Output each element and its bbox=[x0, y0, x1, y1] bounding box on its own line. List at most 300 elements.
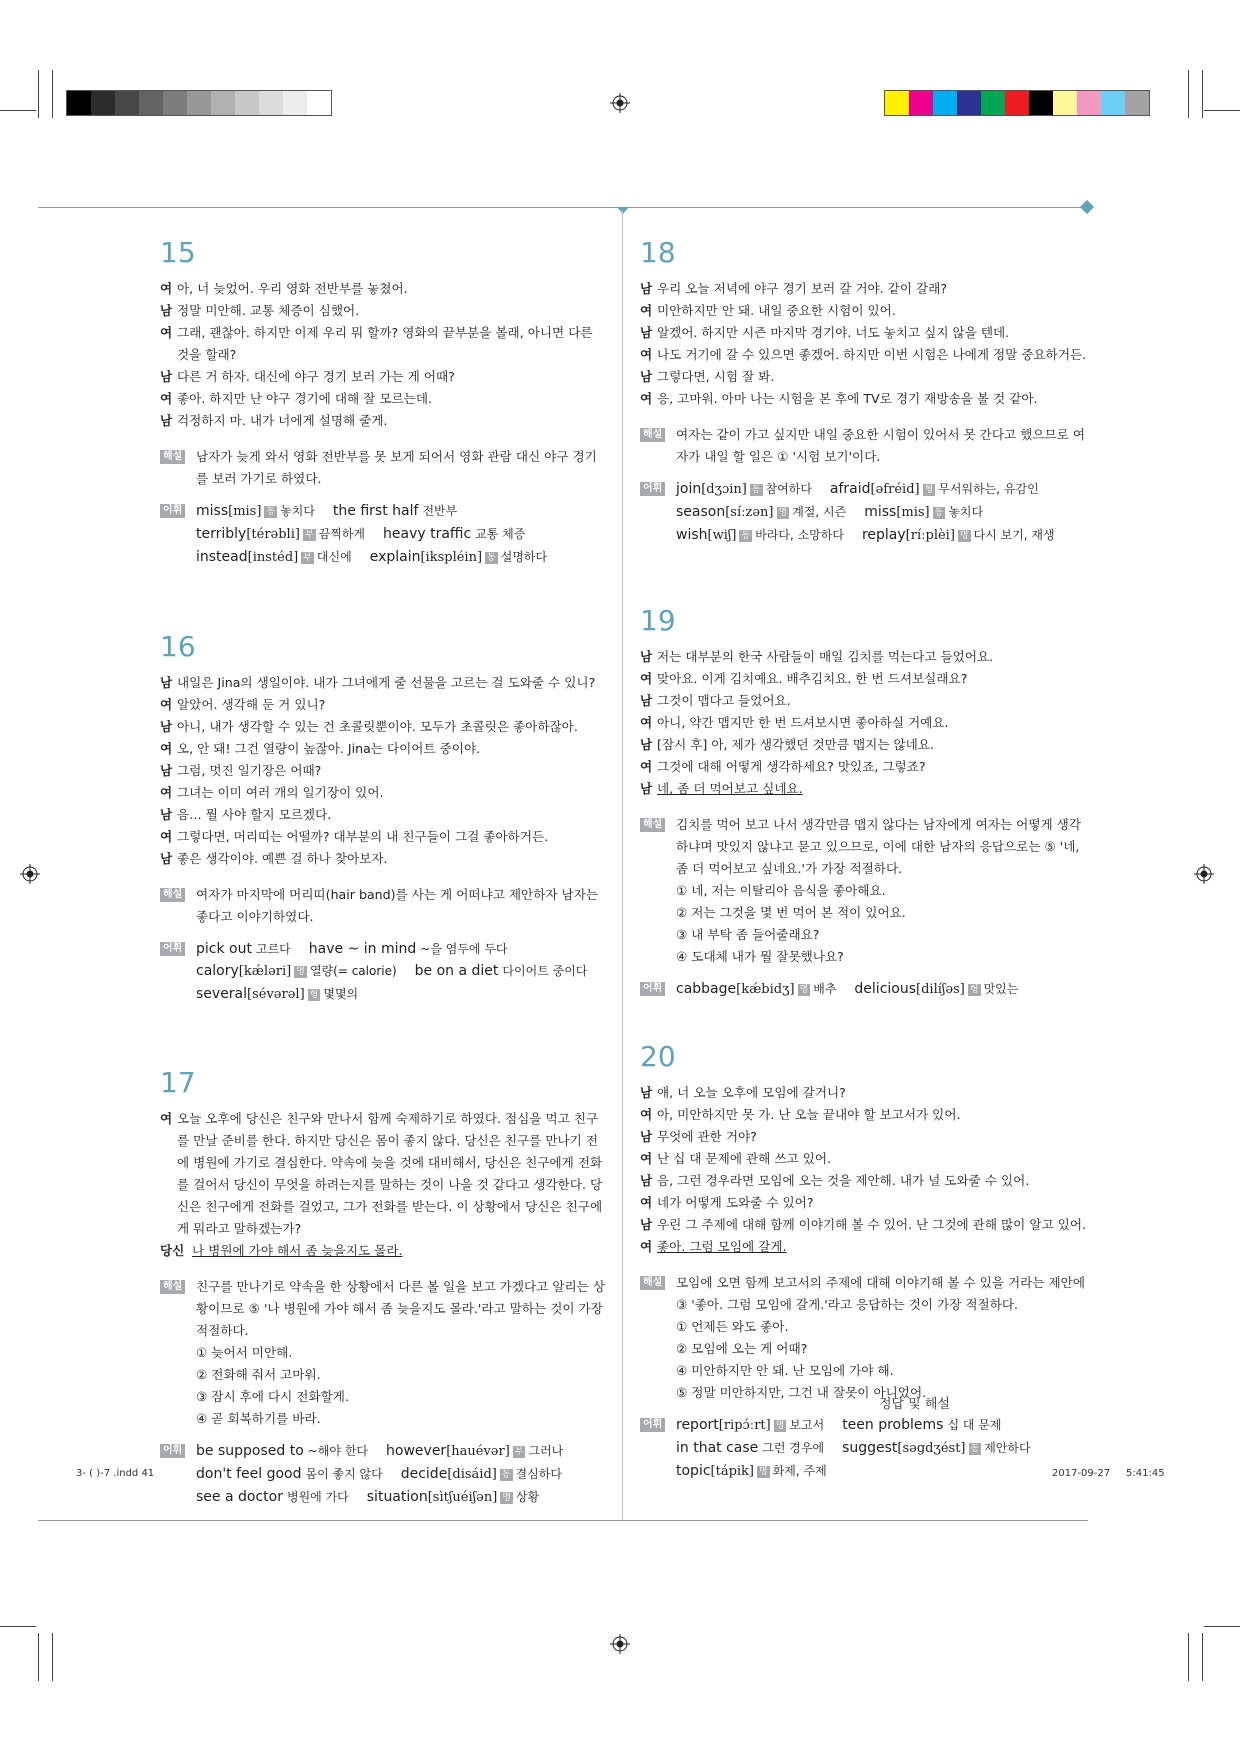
dialogue-text: 알겠어. 하지만 시즌 마지막 경기야. 너도 놓치고 싶지 않을 텐데. bbox=[657, 325, 1010, 340]
vocab-word: miss bbox=[196, 503, 229, 519]
answer-option: ④ 곧 회복하기를 바라. bbox=[196, 1411, 321, 1426]
vocab-pronunciation: [instéd] bbox=[247, 550, 299, 565]
dialogue-line bbox=[640, 1082, 1088, 1104]
part-of-speech-badge: 형 bbox=[924, 485, 934, 495]
crop-mark bbox=[0, 110, 36, 111]
question-number: 18 bbox=[640, 236, 676, 269]
answer-option: ① 언제든 와도 좋아. bbox=[676, 1319, 789, 1334]
vocab-pronunciation: [hauévər] bbox=[446, 1444, 510, 1459]
dialogue-line bbox=[640, 1170, 1088, 1192]
speaker-label: 남 bbox=[640, 281, 653, 296]
color-swatch bbox=[1005, 91, 1029, 115]
vocab-pronunciation: [ikspléin] bbox=[420, 550, 483, 565]
crop-mark bbox=[38, 1633, 39, 1681]
dialogue-text: 걱정하지 마. 내가 너에게 설명해 줄게. bbox=[177, 413, 388, 428]
explanation-text: 김치를 먹어 보고 나서 생각만큼 맵지 않다는 남자에게 여자는 어떻게 생각하냐며 맛있지 않냐고 묻고 있으므로, 이에 대한 남자의 응답으로는 ⑤ '네, 좀 더 먹어보고 싶네요.'가 가장 적절하다. bbox=[676, 817, 1081, 876]
vocab-meaning: 전반부 bbox=[422, 504, 458, 518]
speaker-label: 남 bbox=[160, 719, 173, 734]
part-of-speech-badge: 명 bbox=[759, 1467, 768, 1477]
explanation-tag: 해설 bbox=[640, 818, 665, 832]
vocab-pronunciation: [mis] bbox=[228, 504, 262, 519]
speaker-label: 여 bbox=[640, 391, 653, 406]
vocab-pronunciation: [ripɔ́ːrt] bbox=[718, 1418, 771, 1433]
vocab-meaning: 그러나 bbox=[528, 1444, 564, 1458]
vocab-word: topic bbox=[676, 1463, 711, 1479]
color-swatch bbox=[115, 91, 139, 115]
grayscale-swatch-bar bbox=[66, 90, 332, 116]
explanation-tag: 해설 bbox=[160, 450, 185, 464]
explanation-block bbox=[640, 424, 1088, 468]
part-of-speech-badge: 동 bbox=[266, 507, 276, 517]
top-rule-diamond-icon bbox=[1080, 200, 1094, 214]
vocab-pronunciation: [səgdʒést] bbox=[897, 1441, 966, 1456]
color-swatch bbox=[1077, 91, 1101, 115]
vocab-word: see a doctor bbox=[196, 1489, 283, 1505]
dialogue-line bbox=[640, 756, 1088, 778]
answer-text: 좋아. 그럼 모임에 갈게. bbox=[657, 1239, 787, 1254]
vocab-word: however bbox=[386, 1443, 447, 1459]
vocab-word: teen problems bbox=[842, 1417, 944, 1433]
speaker-label: 여 bbox=[160, 325, 173, 340]
dialogue-line bbox=[640, 1148, 1088, 1170]
vocab-word: replay bbox=[861, 527, 906, 543]
question-16 bbox=[160, 630, 608, 1006]
part-of-speech-badge: 명 bbox=[959, 531, 969, 541]
vocabulary-row bbox=[196, 523, 608, 546]
dialogue-text: 알았어. 생각해 둔 거 있니? bbox=[177, 697, 326, 712]
dialogue-text: 아니, 약간 맵지만 한 번 드셔보시면 좋아하실 거예요. bbox=[657, 715, 949, 730]
speaker-label: 남 bbox=[640, 369, 653, 384]
vocab-pronunciation: [kǽləri] bbox=[238, 964, 292, 979]
speaker-label: 여 bbox=[640, 1151, 653, 1166]
dialogue-text: 좋아. 하지만 난 야구 경기에 대해 잘 모르는데. bbox=[177, 391, 433, 406]
dialogue-line bbox=[640, 1126, 1088, 1148]
explanation-block bbox=[640, 1272, 1088, 1404]
vocab-meaning: 상황 bbox=[515, 1490, 540, 1504]
speaker-label: 여 bbox=[160, 829, 173, 844]
vocab-meaning: 놓치다 bbox=[280, 504, 315, 518]
dialogue-text: 다른 거 하자. 대신에 야구 경기 보러 가는 게 어때? bbox=[177, 369, 455, 384]
color-swatch bbox=[1125, 91, 1149, 115]
vocab-word: cabbage bbox=[676, 981, 737, 997]
vocab-word: season bbox=[676, 504, 726, 520]
color-swatch bbox=[981, 91, 1005, 115]
color-swatch bbox=[1053, 91, 1077, 115]
explanation-block bbox=[160, 446, 608, 490]
vocabulary-block bbox=[160, 1440, 608, 1509]
color-swatch bbox=[933, 91, 957, 115]
answer-option: ⑤ 정말 미안하지만, 그건 내 잘못이 아니었어. bbox=[676, 1385, 927, 1400]
vocabulary-tag: 어휘 bbox=[640, 482, 665, 496]
vocab-pronunciation: [térəbli] bbox=[246, 527, 300, 542]
dialogue-text: 음, 그런 경우라면 모임에 오는 것을 제안해. 내가 널 도와줄 수 있어. bbox=[657, 1173, 1030, 1188]
color-swatch bbox=[885, 91, 909, 115]
vocab-word: in that case bbox=[676, 1440, 759, 1456]
explanation-text: 모임에 오면 함께 보고서의 주제에 대해 이야기해 볼 수 있을 거라는 제안에 ③ '좋아. 그럼 모임에 갈게.'라고 응답하는 것이 가장 적절하다. bbox=[676, 1275, 1086, 1312]
vocab-pronunciation: [əfréid] bbox=[870, 482, 920, 497]
speaker-label: 남 bbox=[160, 369, 173, 384]
speaker-label: 남 bbox=[640, 649, 653, 664]
dialogue-line bbox=[640, 734, 1088, 756]
crop-mark bbox=[1204, 110, 1240, 111]
speaker-label: 남 bbox=[640, 1173, 653, 1188]
dialogue-line bbox=[640, 646, 1088, 668]
dialogue-line bbox=[640, 1192, 1088, 1214]
dialogue-line bbox=[160, 760, 608, 782]
vocab-meaning: ~을 염두에 두다 bbox=[420, 942, 508, 956]
dialogue-text: 음… 뭘 사야 할지 모르겠다. bbox=[177, 807, 332, 822]
answer-option: ③ 잠시 후에 다시 전화할게. bbox=[196, 1389, 349, 1404]
vocab-meaning: 열량(= calorie) bbox=[309, 964, 397, 978]
dialogue-text: 오늘 오후에 당신은 친구와 만나서 함께 숙제하기로 하였다. 점심을 먹고 친구를 만날 준비를 한다. 하지만 당신은 몸이 좋지 않다. 당신은 친구를 만나기 전에 병원에 가기로 결심한다. 약속에 늦을 것에 대비해서, 당신은 친구에게 전화를 걸어서 당신이 무엇을 하려는지를 말하는 것이 나을 것 같다고 생각한다. 당신은 친구에게 전화를 걸었고, 그가 전화를 받는다. 이 상황에서 당신은 친구에게 뭐라고 말하겠는가? bbox=[177, 1111, 603, 1236]
dialogue-text: 난 십 대 문제에 관해 쓰고 있어. bbox=[657, 1151, 832, 1166]
explanation-text: 남자가 늦게 와서 영화 전반부를 못 보게 되어서 영화 관람 대신 야구 경기를 보러 가기로 하였다. bbox=[196, 449, 597, 486]
speaker-label: 여 bbox=[640, 347, 653, 362]
speaker-label: 남 bbox=[640, 781, 653, 796]
answer-option: ② 저는 그것을 몇 번 먹어 본 적이 있어요. bbox=[676, 905, 906, 920]
color-swatch bbox=[259, 91, 283, 115]
dialogue-line bbox=[640, 668, 1088, 690]
speaker-label: 남 bbox=[640, 737, 653, 752]
vocab-word: calory bbox=[196, 963, 239, 979]
registration-mark-icon bbox=[610, 93, 630, 113]
speaker-label: 여 bbox=[160, 281, 173, 296]
vocabulary-row bbox=[196, 1463, 608, 1486]
vocabulary-row bbox=[196, 983, 608, 1006]
speaker-label: 남 bbox=[160, 851, 173, 866]
vocab-meaning: 바라다, 소망하다 bbox=[755, 528, 844, 542]
vocab-meaning: ~해야 한다 bbox=[307, 1444, 369, 1458]
vocabulary-tag: 어휘 bbox=[160, 504, 185, 518]
vocab-meaning: 놓치다 bbox=[948, 505, 984, 519]
dialogue-line bbox=[160, 716, 608, 738]
vocab-meaning: 고르다 bbox=[255, 942, 291, 956]
vocabulary-row bbox=[196, 1440, 608, 1463]
part-of-speech-badge: 형 bbox=[969, 985, 979, 995]
question-number: 20 bbox=[640, 1040, 676, 1073]
vocab-pronunciation: [ríːplèi] bbox=[905, 528, 955, 543]
file-slug: 3- ( )-7 .indd 41 bbox=[76, 1468, 155, 1479]
vocab-meaning: 화제, 주제 bbox=[772, 1464, 827, 1478]
question-number: 16 bbox=[160, 630, 196, 663]
slug-time: 5:41:45 bbox=[1126, 1468, 1165, 1479]
vocabulary-row bbox=[196, 960, 608, 983]
registration-mark-icon bbox=[20, 864, 40, 884]
dialogue-text: 정말 미안해. 교통 체증이 심했어. bbox=[177, 303, 360, 318]
part-of-speech-badge: 명 bbox=[502, 1493, 511, 1503]
dialogue-line bbox=[160, 410, 608, 432]
vocab-meaning: 다시 보기, 재생 bbox=[973, 528, 1055, 542]
vocab-pronunciation: [dilíʃəs] bbox=[916, 982, 965, 997]
part-of-speech-badge: 동 bbox=[751, 485, 761, 495]
answer-text: 네, 좀 더 먹어보고 싶네요. bbox=[657, 781, 803, 796]
dialogue-line bbox=[160, 672, 608, 694]
dialogue-line bbox=[160, 738, 608, 760]
dialogue-text: 오, 안 돼! 그건 열량이 높잖아. Jina는 다이어트 중이야. bbox=[177, 741, 481, 756]
color-swatch bbox=[1029, 91, 1053, 115]
vocab-pronunciation: [disáid] bbox=[447, 1467, 497, 1482]
vocabulary-block bbox=[640, 478, 1088, 547]
dialogue-line bbox=[640, 778, 1088, 800]
speaker-label: 여 bbox=[160, 391, 173, 406]
slug-date: 2017-09-27 bbox=[1052, 1468, 1111, 1479]
dialogue-line bbox=[640, 366, 1088, 388]
color-swatch bbox=[1101, 91, 1125, 115]
color-swatch bbox=[283, 91, 307, 115]
vocab-word: several bbox=[196, 986, 248, 1002]
vocab-word: suggest bbox=[842, 1440, 898, 1456]
vocab-word: instead bbox=[196, 549, 248, 565]
vocabulary-row bbox=[676, 501, 1088, 524]
dialogue-text: 아니, 내가 생각할 수 있는 건 초콜릿뿐이야. 모두가 초콜릿은 좋아하잖아. bbox=[177, 719, 578, 734]
vocabulary-row bbox=[676, 1437, 1088, 1460]
vocab-word: miss bbox=[864, 504, 897, 520]
vocab-pronunciation: [mis] bbox=[896, 505, 930, 520]
dialogue-line bbox=[160, 322, 608, 366]
vocab-word: explain bbox=[369, 549, 421, 565]
crop-mark bbox=[0, 1626, 36, 1627]
vocab-meaning: 설명하다 bbox=[500, 550, 548, 564]
vocab-pronunciation: [wiʃ] bbox=[707, 528, 737, 543]
vocab-word: have ~ in mind bbox=[308, 941, 417, 957]
explanation-text: 친구를 만나기로 약속을 한 상황에서 다른 볼 일을 보고 가겠다고 알리는 상황이므로 ⑤ '나 병원에 가야 해서 좀 늦을지도 몰라.'라고 말하는 것이 가장 적절하다. bbox=[196, 1279, 606, 1338]
part-of-speech-badge: 부 bbox=[514, 1447, 524, 1457]
color-swatch bbox=[957, 91, 981, 115]
part-of-speech-badge: 명 bbox=[799, 985, 809, 995]
part-of-speech-badge: 부 bbox=[303, 553, 312, 563]
vocab-meaning: 무서워하는, 유감인 bbox=[938, 482, 1039, 496]
vocab-meaning: 몸이 좋지 않다 bbox=[305, 1467, 383, 1481]
dialogue-text: 나도 거기에 갈 수 있으면 좋겠어. 하지만 이번 시험은 나에게 정말 중요하거든. bbox=[657, 347, 1087, 362]
vocab-meaning: 참여하다 bbox=[765, 482, 812, 496]
dialogue-line bbox=[640, 278, 1088, 300]
speaker-label: 남 bbox=[640, 693, 653, 708]
vocab-word: pick out bbox=[196, 941, 252, 957]
vocab-word: report bbox=[676, 1417, 719, 1433]
vocab-meaning: 배추 bbox=[813, 982, 837, 996]
speaker-label: 남 bbox=[160, 413, 173, 428]
vocabulary-row bbox=[676, 978, 1088, 1001]
speaker-label: 남 bbox=[160, 303, 173, 318]
question-20 bbox=[640, 1040, 1088, 1483]
dialogue-text: 그것에 대해 어떻게 생각하세요? 맛있죠, 그렇죠? bbox=[657, 759, 926, 774]
dialogue-text: 좋은 생각이야. 예쁜 걸 하나 찾아보자. bbox=[177, 851, 388, 866]
answer-option: ① 늦어서 미안해. bbox=[196, 1345, 293, 1360]
top-rule bbox=[38, 207, 1088, 208]
dialogue-line bbox=[160, 278, 608, 300]
color-swatch-bar bbox=[884, 90, 1150, 116]
vocabulary-row bbox=[676, 1414, 1088, 1437]
column-divider bbox=[622, 210, 623, 1520]
crop-mark bbox=[1204, 1626, 1240, 1627]
part-of-speech-badge: 명 bbox=[296, 967, 305, 977]
vocab-word: join bbox=[676, 481, 702, 497]
explanation-block bbox=[160, 1276, 608, 1430]
speaker-label: 남 bbox=[640, 1217, 653, 1232]
vocab-word: decide bbox=[400, 1466, 448, 1482]
speaker-label: 여 bbox=[160, 785, 173, 800]
question-number: 15 bbox=[160, 236, 196, 269]
color-swatch bbox=[67, 91, 91, 115]
explanation-tag: 해설 bbox=[640, 1276, 665, 1290]
dialogue-line bbox=[160, 804, 608, 826]
vocabulary-row bbox=[196, 500, 608, 523]
explanation-tag: 해설 bbox=[160, 1280, 185, 1294]
color-swatch bbox=[187, 91, 211, 115]
explanation-text: 여자는 같이 가고 싶지만 내일 중요한 시험이 있어서 못 간다고 했으므로 여자가 내일 할 일은 ① '시험 보기'이다. bbox=[676, 427, 1086, 464]
speaker-label: 여 bbox=[640, 715, 653, 730]
part-of-speech-badge: 동 bbox=[487, 553, 496, 563]
dialogue-line bbox=[160, 782, 608, 804]
dialogue-text: 내일은 Jina의 생일이야. 내가 그녀에게 줄 선물을 고르는 걸 도와줄 수 있니? bbox=[177, 675, 596, 690]
dialogue-text: 맞아요. 이게 김치예요. 배추김치요. 한 번 드셔보실래요? bbox=[657, 671, 968, 686]
color-swatch bbox=[909, 91, 933, 115]
part-of-speech-badge: 동 bbox=[970, 1444, 980, 1454]
speaker-label: 여 bbox=[640, 1195, 653, 1210]
dialogue-text: 그래, 괜찮아. 하지만 이제 우리 뭐 할까? 영화의 끝부분을 볼래, 아니면 다른 것을 할래? bbox=[177, 325, 593, 362]
vocab-meaning: 맛있는 bbox=[983, 982, 1019, 996]
part-of-speech-badge: 형 bbox=[309, 990, 319, 1000]
part-of-speech-badge: 명 bbox=[775, 1421, 785, 1431]
part-of-speech-badge: 동 bbox=[741, 531, 751, 541]
vocabulary-block bbox=[160, 938, 608, 1006]
vocabulary-tag: 어휘 bbox=[640, 1418, 665, 1432]
answer-option: ① 네, 저는 이탈리아 음식을 좋아해요. bbox=[676, 883, 886, 898]
vocab-meaning: 병원에 가다 bbox=[286, 1490, 349, 1504]
vocab-word: be on a diet bbox=[414, 963, 499, 979]
vocabulary-row bbox=[676, 1460, 1088, 1483]
dialogue-text: 우리 오늘 저녁에 야구 경기 보러 갈 거야. 같이 갈래? bbox=[657, 281, 948, 296]
vocab-meaning: 대신에 bbox=[316, 550, 352, 564]
vocab-word: the first half bbox=[332, 503, 419, 519]
bottom-rule bbox=[38, 1520, 1088, 1521]
speaker-label: 여 bbox=[160, 697, 173, 712]
explanation-tag: 해설 bbox=[640, 428, 665, 442]
vocabulary-row bbox=[196, 938, 608, 960]
crop-mark bbox=[52, 1633, 53, 1681]
dialogue-line bbox=[640, 1104, 1088, 1126]
dialogue-line bbox=[640, 1214, 1088, 1236]
dialogue-text: 미안하지만 안 돼. 내일 중요한 시험이 있어. bbox=[657, 303, 896, 318]
vocab-pronunciation: [tápik] bbox=[710, 1464, 755, 1479]
crop-mark bbox=[52, 70, 53, 118]
color-swatch bbox=[211, 91, 235, 115]
dialogue-text: 응, 고마워. 아마 나는 시험을 본 후에 TV로 경기 재방송을 볼 것 같아. bbox=[657, 391, 1038, 406]
question-number: 17 bbox=[160, 1066, 196, 1099]
vocab-meaning: 십 대 문제 bbox=[947, 1418, 1002, 1432]
question-17 bbox=[160, 1066, 608, 1509]
crop-mark bbox=[38, 70, 39, 118]
answer-option: ② 모임에 오는 게 어때? bbox=[676, 1341, 808, 1356]
question-number: 19 bbox=[640, 604, 676, 637]
color-swatch bbox=[307, 91, 331, 115]
vocabulary-row bbox=[196, 1486, 608, 1509]
vocab-meaning: 결심하다 bbox=[515, 1467, 562, 1481]
question-19 bbox=[640, 604, 1088, 1001]
explanation-tag: 해설 bbox=[160, 888, 185, 902]
vocabulary-tag: 어휘 bbox=[160, 942, 185, 956]
dialogue-line bbox=[640, 690, 1088, 712]
vocab-meaning: 다이어트 중이다 bbox=[502, 964, 588, 978]
dialogue-text: 무엇에 관한 거야? bbox=[657, 1129, 757, 1144]
vocabulary-tag: 어휘 bbox=[160, 1444, 185, 1458]
vocab-word: situation bbox=[366, 1489, 428, 1505]
vocabulary-row bbox=[676, 524, 1088, 547]
vocab-meaning: 그런 경우에 bbox=[762, 1441, 825, 1455]
answer-option: ② 전화해 줘서 고마워. bbox=[196, 1367, 321, 1382]
dialogue-text: 네가 어떻게 도와줄 수 있어? bbox=[657, 1195, 814, 1210]
vocab-pronunciation: [sévərəl] bbox=[247, 987, 305, 1002]
vocab-meaning: 몇몇의 bbox=[323, 987, 359, 1001]
vocab-pronunciation: [síːzən] bbox=[725, 505, 774, 520]
dialogue-line bbox=[640, 322, 1088, 344]
crop-mark bbox=[1202, 70, 1203, 118]
vocab-word: afraid bbox=[829, 481, 871, 497]
dialogue-text: 그것이 맵다고 들었어요. bbox=[657, 693, 791, 708]
speaker-label: 당신 bbox=[160, 1243, 185, 1258]
color-swatch bbox=[235, 91, 259, 115]
vocab-pronunciation: [sìtʃuéiʃən] bbox=[427, 1490, 498, 1505]
vocab-word: don't feel good bbox=[196, 1466, 302, 1482]
dialogue-line bbox=[640, 712, 1088, 734]
vocab-pronunciation: [kǽbidʒ] bbox=[736, 982, 795, 997]
vocabulary-row bbox=[676, 478, 1088, 501]
center-arrow-icon bbox=[617, 207, 629, 214]
vocabulary-block bbox=[640, 1414, 1088, 1483]
speaker-label: 남 bbox=[160, 763, 173, 778]
part-of-speech-badge: 동 bbox=[934, 508, 944, 518]
dialogue-text: 아, 너 늦었어. 우리 영화 전반부를 놓쳤어. bbox=[177, 281, 408, 296]
answer-option: ④ 도대체 내가 뭘 잘못했나요? bbox=[676, 949, 844, 964]
explanation-block bbox=[640, 814, 1088, 968]
dialogue-line bbox=[160, 300, 608, 322]
speaker-label: 남 bbox=[640, 1129, 653, 1144]
part-of-speech-badge: 동 bbox=[501, 1470, 511, 1480]
part-of-speech-badge: 부 bbox=[304, 530, 314, 540]
dialogue-text: 얘, 너 오늘 오후에 모임에 갈거니? bbox=[657, 1085, 846, 1100]
speaker-label: 여 bbox=[640, 1107, 653, 1122]
explanation-text: 여자가 마지막에 머리띠(hair band)를 사는 게 어떠냐고 제안하자 남자는 좋다고 이야기하였다. bbox=[196, 887, 599, 924]
dialogue-text: 그렇다면, 머리띠는 어떨까? 대부분의 내 친구들이 그걸 좋아하거든. bbox=[177, 829, 549, 844]
vocab-word: be supposed to bbox=[196, 1443, 304, 1459]
dialogue-text: 아, 미안하지만 못 가. 난 오늘 끝내야 할 보고서가 있어. bbox=[657, 1107, 961, 1122]
registration-mark-icon bbox=[1194, 864, 1214, 884]
vocabulary-tag: 어휘 bbox=[640, 982, 665, 996]
answer-text: 나 병원에 가야 해서 좀 늦을지도 몰라. bbox=[192, 1243, 403, 1258]
section-label: 정답 및 해설 bbox=[878, 1397, 950, 1412]
question-18 bbox=[640, 236, 1088, 547]
vocabulary-block bbox=[640, 978, 1088, 1001]
color-swatch bbox=[139, 91, 163, 115]
dialogue-text: 그럼, 멋진 일기장은 어때? bbox=[177, 763, 322, 778]
crop-mark bbox=[1188, 1633, 1189, 1681]
dialogue-line bbox=[640, 388, 1088, 410]
answer-option: ④ 미안하지만 안 돼. 난 모임에 가야 해. bbox=[676, 1363, 894, 1378]
color-swatch bbox=[91, 91, 115, 115]
vocab-word: wish bbox=[676, 527, 708, 543]
crop-mark bbox=[1202, 1633, 1203, 1681]
speaker-label: 여 bbox=[160, 741, 173, 756]
speaker-label: 여 bbox=[640, 303, 653, 318]
dialogue-line bbox=[160, 1240, 608, 1262]
dialogue-line bbox=[640, 344, 1088, 366]
dialogue-line bbox=[160, 366, 608, 388]
speaker-label: 여 bbox=[640, 671, 653, 686]
vocab-meaning: 교통 체증 bbox=[475, 527, 526, 541]
dialogue-line bbox=[160, 1108, 608, 1240]
question-15 bbox=[160, 236, 608, 569]
vocabulary-block bbox=[160, 500, 608, 569]
